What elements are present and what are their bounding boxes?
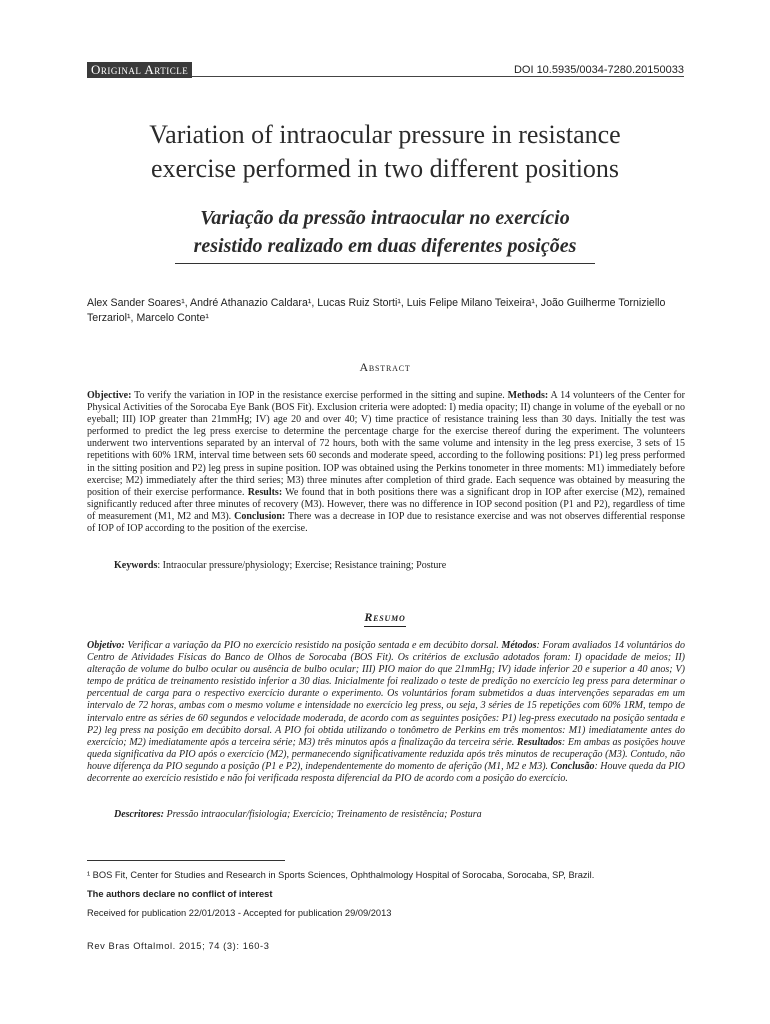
resumo-heading <box>0 610 770 627</box>
keywords <box>114 560 684 572</box>
methods-label: Methods: <box>504 390 549 401</box>
title-pt-line-1: Variação da pressão intraocular no exercício <box>200 207 570 229</box>
conclusao-label: Conclusão <box>548 760 595 772</box>
author-line-2: Terzariol¹, Marcelo Conte¹ <box>87 312 209 324</box>
journal-citation: Rev Bras Oftalmol. 2015; 74 (3): 160-3 <box>87 941 270 951</box>
resultados-label: Resultados <box>514 736 562 748</box>
title-pt-line-2: resistido realizado em duas diferentes posições <box>193 235 577 257</box>
metodos-text: : Foram avaliados 14 voluntários do Centro de Atividades Físicas do Banco de Olhos de Sorocaba (BOS Fit). Os critérios de exclusão adotados foram: I) opacidade de meios; II) alteração de volume do bulbo ocular ou ausência de bulbo ocular; III) PIO maior do que 21mmHg; IV) idade inferior 20 e superior a 40 anos; V) tempo de prática de treinamento resistido inferior a 30 dias. Inicialmente foi realizado o teste de predição no exercício leg press para determinar o percentual de carga para o respectivo exercício durante o experimento. Os voluntários foram submetidos a duas intervenções separadas em um intervalo de 72 horas, ambas com o mesmo volume e intensidade no exercício leg press, ou seja, 3 séries de 15 repetições com 60% 1RM, tempo de intervalo entre as séries de 60 segundos e velocidade moderada, de acordo com as seguintes posições: P1) leg-press executado na posição sentada e P2) leg press na posição em decúbito dorsal. A PIO foi obtida utilizando o tonômetro de Perkins em três momentos: M1) imediatamente antes do exercício; M2) imediatamente após a terceira série; M3) três minutos após a finalização da terceira série. <box>87 640 686 748</box>
title-line-2: exercise performed in two different positions <box>150 154 620 183</box>
results-text: We found that in both positions there was a significant drop in IOP after exercise (M2), remained significantly reduced after three minutes of recovery (M3). However, there was no difference in IOP second position (P1 and P2), regardless of time of measurement (M1, M2 and M3). <box>87 486 685 522</box>
doi-label: DOI 10.5935/0034-7280.20150033 <box>513 64 684 76</box>
keywords-label: Keywords <box>114 560 158 571</box>
author-line-1: Alex Sander Soares¹, André Athanazio Caldara¹, Lucas Ruiz Storti¹, Luis Felipe Milano Teixeira¹, João Guilherme Torniziello <box>87 297 666 309</box>
descritores-text: Pressão intraocular/fisiologia; Exercício; Treinamento de resistência; Postura <box>164 809 482 820</box>
objetivo-text: Verificar a variação da PIO no exercício resistido na posição sentada e em decúbito dorsal. <box>124 640 499 651</box>
descritores <box>114 809 684 821</box>
publication-dates: Received for publication 22/01/2013 - Accepted for publication 29/09/2013 <box>87 908 392 918</box>
objetivo-label: Objetivo: <box>87 640 125 651</box>
footnote-rule <box>87 860 285 861</box>
conflict-statement: The authors declare no conflict of interest <box>87 889 273 899</box>
abstract-heading <box>0 360 770 375</box>
results-label: Results: <box>244 486 283 498</box>
page-header <box>87 60 684 80</box>
abstract-heading-text: Abstract <box>359 360 411 374</box>
conclusion-label: Conclusion: <box>231 510 286 522</box>
keywords-text: : Intraocular pressure/physiology; Exercise; Resistance training; Posture <box>157 560 447 571</box>
objective-label: Objective: <box>87 390 132 401</box>
objective-text: To verify the variation in IOP in the resistance exercise performed in the sitting and supine. <box>131 390 505 401</box>
resumo-body <box>87 640 685 785</box>
article-title-portuguese <box>100 204 670 260</box>
descritores-label: Descritores: <box>114 809 164 820</box>
abstract-body <box>87 390 685 535</box>
metodos-label: Métodos <box>498 640 537 651</box>
conclusao-text: : Houve queda da PIO decorrente ao exercício resistido e não foi verificada resposta diferencial da PIO de acordo com a posição do exercício. <box>87 760 686 785</box>
article-type-label: Original Article <box>87 62 192 78</box>
affiliation-footnote: ¹ BOS Fit, Center for Studies and Research in Sports Sciences, Ophthalmology Hospital of Sorocaba, Sorocaba, SP, Brazil. <box>87 870 595 880</box>
article-title <box>80 118 690 186</box>
resultados-text: : Em ambas as posições houve queda significativa da PIO após o exercício (M2), permanecendo significativamente reduzida após três minutos de recuperação (M3). Contudo, não houve diferença da PIO segundo a posição (P1 e P2), independentemente do momento de aferição (M1, M2 e M3). <box>87 736 686 772</box>
methods-text: A 14 volunteers of the Center for Physical Activities of the Sorocaba Eye Bank (BOS Fit). Exclusion criteria were adopted: I) media opacity; II) change in volume of the eyeball or no eyeball; III) IOP greater than 21mmHg; IV) age 20 and over 40; V) time practice of resistance training less than 30 days. Initially the test was performed to predict the leg press exercise to determine the percentage charge for the exercise thereof during the experiment. The volunteers underwent two interventions separated by an interval of 72 hours, both with the same volume and intensity in the leg press exercise, 3 sets of 15 repetitions with 60% 1RM, interval time between sets 60 seconds and moderate speed, according to the following positions: P1) leg press performed in the sitting position and P2) leg press in supine position. IOP was obtained using the Perkins tonometer in three moments: M1) immediately before exercise; M2) immediately after the third series; M3) three minutes after completion of third grade. Each sequence was obtained by measuring the position of their exercise performance. <box>87 390 685 498</box>
title-rule <box>175 263 595 264</box>
title-line-1: Variation of intraocular pressure in resistance <box>149 120 621 149</box>
author-list <box>87 296 687 326</box>
resumo-heading-text: Resumo <box>364 610 405 627</box>
conclusion-text: There was a decrease in IOP due to resistance exercise and was not observes differential response of IOP of IOP according to the position of the exercise. <box>87 510 685 535</box>
